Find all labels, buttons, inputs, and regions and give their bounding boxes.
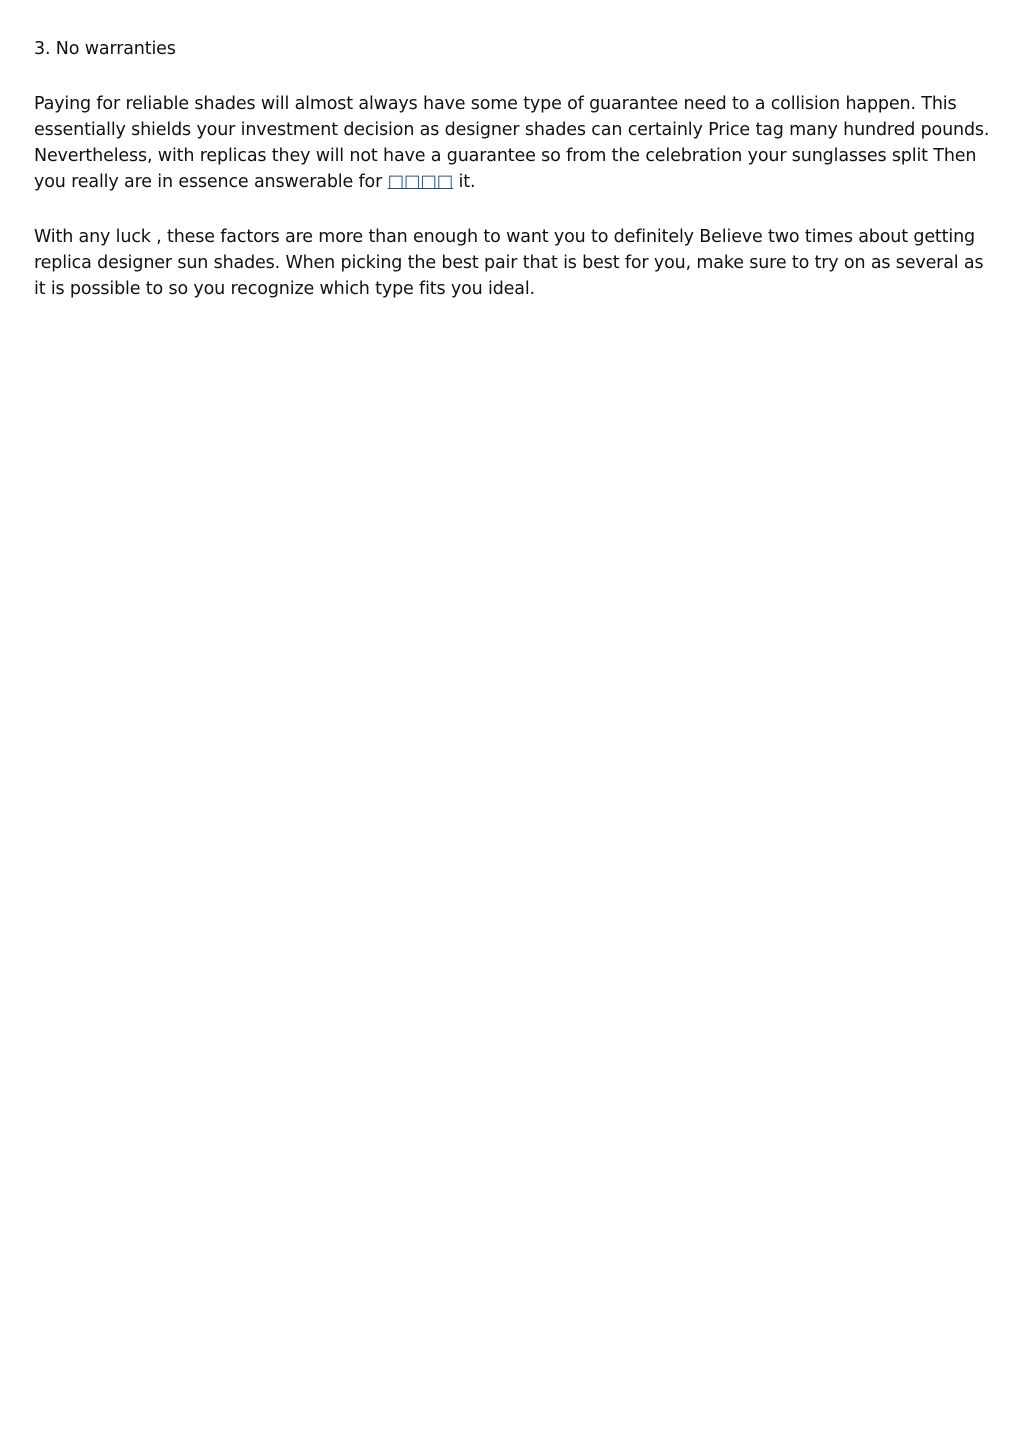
section-heading: 3. No warranties bbox=[34, 39, 176, 59]
paragraph-warranty-tail: it. bbox=[453, 172, 476, 192]
document-body bbox=[34, 36, 990, 331]
paragraph-warranty-text: Paying for reliable shades will almost always have some type of guarantee need to a collision happen. This essentially shields your investment decision as designer shades can certainly Price tag many hundred pounds. Nevertheless, with replicas they will not have a guarantee so from the celebration your sunglasses split Then you really are in essence answerable for bbox=[34, 94, 990, 192]
paragraph-warranty bbox=[34, 91, 990, 195]
paragraph-conclusion: With any luck , these factors are more than enough to want you to definitely Believe two times about getting replica designer sun shades. When picking the best pair that is best for you, make sure to try on as several as it is possible to so you recognize which type fits you ideal. bbox=[34, 227, 984, 299]
inline-link[interactable]: □□□□ bbox=[387, 172, 454, 192]
